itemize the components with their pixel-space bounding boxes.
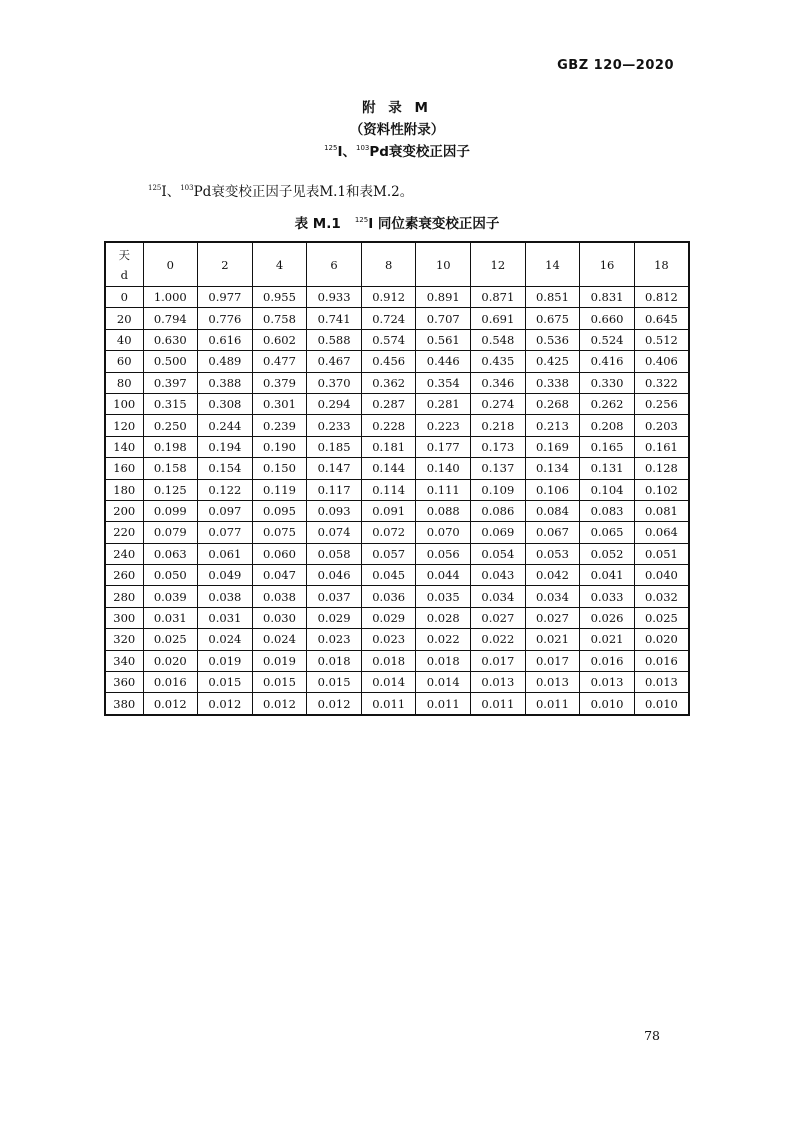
- table-cell: 0.158: [143, 458, 198, 479]
- table-header-row: [105, 242, 689, 287]
- caption-prefix: 表 M.1: [294, 216, 341, 232]
- table-cell: 0.134: [525, 458, 580, 479]
- row-day-cell: 260: [105, 565, 143, 586]
- table-cell: 0.354: [416, 372, 471, 393]
- table-cell: 0.021: [580, 629, 635, 650]
- table-cell: 0.018: [416, 650, 471, 671]
- table-cell: 0.776: [198, 308, 253, 329]
- table-cell: 0.017: [525, 650, 580, 671]
- table-cell: 0.051: [634, 543, 689, 564]
- table-cell: 0.011: [525, 693, 580, 715]
- table-cell: 0.250: [143, 415, 198, 436]
- table-cell: 0.256: [634, 393, 689, 414]
- heading-rest: Pd衰变校正因子: [369, 144, 470, 160]
- table-cell: 0.084: [525, 500, 580, 521]
- table-cell: 0.069: [471, 522, 526, 543]
- table-row: [105, 415, 689, 436]
- table-cell: 0.416: [580, 351, 635, 372]
- table-cell: 0.561: [416, 329, 471, 350]
- row-day-cell: 220: [105, 522, 143, 543]
- table-cell: 0.181: [361, 436, 416, 457]
- table-row: [105, 308, 689, 329]
- table-cell: 0.122: [198, 479, 253, 500]
- table-cell: 0.086: [471, 500, 526, 521]
- table-cell: 0.025: [634, 607, 689, 628]
- column-header: 6: [307, 242, 362, 287]
- table-cell: 0.075: [252, 522, 307, 543]
- table-cell: 0.081: [634, 500, 689, 521]
- intro-paragraph: [148, 180, 413, 200]
- table-cell: 0.102: [634, 479, 689, 500]
- table-cell: 0.203: [634, 415, 689, 436]
- row-day-cell: 200: [105, 500, 143, 521]
- row-day-cell: 380: [105, 693, 143, 715]
- table-row: [105, 372, 689, 393]
- column-header: 0: [143, 242, 198, 287]
- table-cell: 0.467: [307, 351, 362, 372]
- table-cell: 0.074: [307, 522, 362, 543]
- table-cell: 0.042: [525, 565, 580, 586]
- table-cell: 0.456: [361, 351, 416, 372]
- table-cell: 0.144: [361, 458, 416, 479]
- table-cell: 0.019: [252, 650, 307, 671]
- corner-day-label: 天: [118, 247, 130, 262]
- table-cell: 0.185: [307, 436, 362, 457]
- row-day-cell: 340: [105, 650, 143, 671]
- table-caption: [0, 212, 794, 232]
- table-cell: 0.794: [143, 308, 198, 329]
- table-cell: 0.077: [198, 522, 253, 543]
- column-header: 4: [252, 242, 307, 287]
- table-cell: 0.011: [361, 693, 416, 715]
- table-cell: 0.114: [361, 479, 416, 500]
- table-row: [105, 522, 689, 543]
- table-row: [105, 351, 689, 372]
- table-row: [105, 458, 689, 479]
- table-cell: 0.871: [471, 287, 526, 308]
- table-cell: 0.035: [416, 586, 471, 607]
- table-cell: 0.177: [416, 436, 471, 457]
- table-cell: 0.630: [143, 329, 198, 350]
- heading-superscript-1: 125: [324, 144, 338, 152]
- table-cell: 0.213: [525, 415, 580, 436]
- table-cell: 0.083: [580, 500, 635, 521]
- table-cell: 0.194: [198, 436, 253, 457]
- column-header: 14: [525, 242, 580, 287]
- table-cell: 0.294: [307, 393, 362, 414]
- table-cell: 0.011: [471, 693, 526, 715]
- table-cell: 0.049: [198, 565, 253, 586]
- table-cell: 0.052: [580, 543, 635, 564]
- table-cell: 0.019: [198, 650, 253, 671]
- table-cell: 0.067: [525, 522, 580, 543]
- table-cell: 0.512: [634, 329, 689, 350]
- table-cell: 0.021: [525, 629, 580, 650]
- table-cell: 1.000: [143, 287, 198, 308]
- table-cell: 0.022: [471, 629, 526, 650]
- table-cell: 0.489: [198, 351, 253, 372]
- table-cell: 0.034: [471, 586, 526, 607]
- table-row: [105, 479, 689, 500]
- intro-superscript-1: 125: [148, 184, 162, 192]
- table-cell: 0.038: [252, 586, 307, 607]
- table-cell: 0.315: [143, 393, 198, 414]
- heading-superscript-2: 103: [355, 144, 370, 152]
- table-body: [105, 287, 689, 715]
- row-day-cell: 40: [105, 329, 143, 350]
- table-cell: 0.063: [143, 543, 198, 564]
- table-cell: 0.023: [361, 629, 416, 650]
- table-cell: 0.029: [361, 607, 416, 628]
- row-day-cell: 320: [105, 629, 143, 650]
- table-cell: 0.724: [361, 308, 416, 329]
- table-cell: 0.691: [471, 308, 526, 329]
- table-cell: 0.150: [252, 458, 307, 479]
- table-cell: 0.014: [416, 672, 471, 693]
- table-cell: 0.013: [525, 672, 580, 693]
- row-day-cell: 140: [105, 436, 143, 457]
- corner-header-cell: [105, 242, 143, 287]
- row-day-cell: 20: [105, 308, 143, 329]
- table-cell: 0.268: [525, 393, 580, 414]
- table-cell: 0.012: [252, 693, 307, 715]
- table-cell: 0.025: [143, 629, 198, 650]
- table-row: [105, 607, 689, 628]
- table-cell: 0.379: [252, 372, 307, 393]
- table-cell: 0.933: [307, 287, 362, 308]
- table-cell: 0.109: [471, 479, 526, 500]
- table-cell: 0.446: [416, 351, 471, 372]
- table-cell: 0.013: [634, 672, 689, 693]
- table-cell: 0.038: [198, 586, 253, 607]
- table-cell: 0.223: [416, 415, 471, 436]
- table-cell: 0.032: [634, 586, 689, 607]
- table-cell: 0.301: [252, 393, 307, 414]
- table-cell: 0.016: [143, 672, 198, 693]
- table-cell: 0.548: [471, 329, 526, 350]
- table-cell: 0.024: [252, 629, 307, 650]
- table-cell: 0.047: [252, 565, 307, 586]
- table-cell: 0.308: [198, 393, 253, 414]
- table-row: [105, 650, 689, 671]
- table-cell: 0.173: [471, 436, 526, 457]
- table-cell: 0.030: [252, 607, 307, 628]
- table-cell: 0.388: [198, 372, 253, 393]
- table-cell: 0.026: [580, 607, 635, 628]
- table-cell: 0.022: [416, 629, 471, 650]
- table-cell: 0.274: [471, 393, 526, 414]
- table-row: [105, 672, 689, 693]
- column-header: 2: [198, 242, 253, 287]
- table-cell: 0.043: [471, 565, 526, 586]
- table-cell: 0.029: [307, 607, 362, 628]
- table-cell: 0.039: [143, 586, 198, 607]
- table-cell: 0.070: [416, 522, 471, 543]
- table-cell: 0.262: [580, 393, 635, 414]
- table-cell: 0.128: [634, 458, 689, 479]
- row-day-cell: 280: [105, 586, 143, 607]
- table-cell: 0.244: [198, 415, 253, 436]
- table-cell: 0.027: [525, 607, 580, 628]
- table-cell: 0.287: [361, 393, 416, 414]
- table-cell: 0.119: [252, 479, 307, 500]
- table-cell: 0.147: [307, 458, 362, 479]
- table-cell: 0.046: [307, 565, 362, 586]
- table-cell: 0.977: [198, 287, 253, 308]
- caption-superscript: 125: [354, 216, 369, 224]
- table-cell: 0.812: [634, 287, 689, 308]
- table-cell: 0.190: [252, 436, 307, 457]
- table-cell: 0.500: [143, 351, 198, 372]
- table-row: [105, 586, 689, 607]
- table-row: [105, 287, 689, 308]
- table-cell: 0.031: [143, 607, 198, 628]
- table-cell: 0.037: [307, 586, 362, 607]
- table-cell: 0.010: [580, 693, 635, 715]
- table-cell: 0.233: [307, 415, 362, 436]
- table-cell: 0.707: [416, 308, 471, 329]
- column-header: 8: [361, 242, 416, 287]
- table-cell: 0.088: [416, 500, 471, 521]
- table-cell: 0.034: [525, 586, 580, 607]
- appendix-heading: [0, 140, 794, 160]
- table-cell: 0.013: [471, 672, 526, 693]
- table-row: [105, 393, 689, 414]
- table-cell: 0.117: [307, 479, 362, 500]
- table-cell: 0.054: [471, 543, 526, 564]
- table-row: [105, 436, 689, 457]
- table-row: [105, 629, 689, 650]
- table-cell: 0.616: [198, 329, 253, 350]
- column-header: 10: [416, 242, 471, 287]
- table-cell: 0.015: [198, 672, 253, 693]
- table-cell: 0.058: [307, 543, 362, 564]
- table-cell: 0.040: [634, 565, 689, 586]
- table-cell: 0.536: [525, 329, 580, 350]
- table-row: [105, 565, 689, 586]
- table-cell: 0.041: [580, 565, 635, 586]
- page-number: 78: [644, 1028, 660, 1043]
- table-cell: 0.435: [471, 351, 526, 372]
- table-cell: 0.020: [634, 629, 689, 650]
- table-cell: 0.064: [634, 522, 689, 543]
- intro-middle: I、: [161, 184, 181, 200]
- table-cell: 0.013: [580, 672, 635, 693]
- table-cell: 0.079: [143, 522, 198, 543]
- table-cell: 0.912: [361, 287, 416, 308]
- table-cell: 0.012: [198, 693, 253, 715]
- table-cell: 0.165: [580, 436, 635, 457]
- table-cell: 0.169: [525, 436, 580, 457]
- table-cell: 0.097: [198, 500, 253, 521]
- row-day-cell: 300: [105, 607, 143, 628]
- appendix-title: 附 录 M: [362, 100, 432, 116]
- table-cell: 0.406: [634, 351, 689, 372]
- table-cell: 0.741: [307, 308, 362, 329]
- table-row: [105, 500, 689, 521]
- table-cell: 0.891: [416, 287, 471, 308]
- table-cell: 0.091: [361, 500, 416, 521]
- standard-code: GBZ 120—2020: [557, 58, 674, 73]
- column-header: 16: [580, 242, 635, 287]
- table-cell: 0.072: [361, 522, 416, 543]
- table-cell: 0.131: [580, 458, 635, 479]
- decay-correction-table: [104, 241, 690, 716]
- table-cell: 0.370: [307, 372, 362, 393]
- table-cell: 0.218: [471, 415, 526, 436]
- table-cell: 0.602: [252, 329, 307, 350]
- table-cell: 0.588: [307, 329, 362, 350]
- table-cell: 0.015: [307, 672, 362, 693]
- table-cell: 0.016: [580, 650, 635, 671]
- table-cell: 0.106: [525, 479, 580, 500]
- row-day-cell: 0: [105, 287, 143, 308]
- table-cell: 0.065: [580, 522, 635, 543]
- table-cell: 0.017: [471, 650, 526, 671]
- row-day-cell: 100: [105, 393, 143, 414]
- table-cell: 0.095: [252, 500, 307, 521]
- table-cell: 0.020: [143, 650, 198, 671]
- table-cell: 0.050: [143, 565, 198, 586]
- table-cell: 0.239: [252, 415, 307, 436]
- row-day-cell: 160: [105, 458, 143, 479]
- table-cell: 0.338: [525, 372, 580, 393]
- table-cell: 0.014: [361, 672, 416, 693]
- heading-middle: I、: [337, 144, 356, 160]
- appendix-subtitle: （资料性附录）: [349, 122, 445, 138]
- row-day-cell: 60: [105, 351, 143, 372]
- table-cell: 0.044: [416, 565, 471, 586]
- table-cell: 0.015: [252, 672, 307, 693]
- table-cell: 0.045: [361, 565, 416, 586]
- table-cell: 0.012: [143, 693, 198, 715]
- table-cell: 0.023: [307, 629, 362, 650]
- intro-superscript-2: 103: [180, 184, 194, 192]
- table-cell: 0.675: [525, 308, 580, 329]
- table-cell: 0.031: [198, 607, 253, 628]
- table-cell: 0.016: [634, 650, 689, 671]
- table-cell: 0.154: [198, 458, 253, 479]
- table-cell: 0.010: [634, 693, 689, 715]
- row-day-cell: 120: [105, 415, 143, 436]
- caption-rest: I 同位素衰变校正因子: [368, 216, 500, 232]
- table-cell: 0.346: [471, 372, 526, 393]
- column-header: 18: [634, 242, 689, 287]
- table-cell: 0.425: [525, 351, 580, 372]
- table-cell: 0.524: [580, 329, 635, 350]
- column-header: 12: [471, 242, 526, 287]
- table-cell: 0.660: [580, 308, 635, 329]
- table-cell: 0.281: [416, 393, 471, 414]
- table-cell: 0.056: [416, 543, 471, 564]
- table-cell: 0.018: [307, 650, 362, 671]
- table-cell: 0.198: [143, 436, 198, 457]
- table-cell: 0.104: [580, 479, 635, 500]
- table-cell: 0.033: [580, 586, 635, 607]
- table-cell: 0.851: [525, 287, 580, 308]
- table-cell: 0.111: [416, 479, 471, 500]
- table-cell: 0.024: [198, 629, 253, 650]
- table-cell: 0.057: [361, 543, 416, 564]
- intro-rest: Pd衰变校正因子见表M.1和表M.2。: [193, 184, 414, 200]
- table-cell: 0.060: [252, 543, 307, 564]
- table-cell: 0.574: [361, 329, 416, 350]
- table-cell: 0.011: [416, 693, 471, 715]
- table-cell: 0.027: [471, 607, 526, 628]
- table-cell: 0.758: [252, 308, 307, 329]
- row-day-cell: 180: [105, 479, 143, 500]
- table-cell: 0.477: [252, 351, 307, 372]
- table-row: [105, 543, 689, 564]
- table-cell: 0.018: [361, 650, 416, 671]
- table-cell: 0.053: [525, 543, 580, 564]
- table-cell: 0.645: [634, 308, 689, 329]
- table-cell: 0.140: [416, 458, 471, 479]
- table-cell: 0.330: [580, 372, 635, 393]
- row-day-cell: 80: [105, 372, 143, 393]
- table-cell: 0.061: [198, 543, 253, 564]
- table-cell: 0.093: [307, 500, 362, 521]
- table-cell: 0.228: [361, 415, 416, 436]
- table-cell: 0.397: [143, 372, 198, 393]
- table-cell: 0.036: [361, 586, 416, 607]
- row-day-cell: 360: [105, 672, 143, 693]
- table-row: [105, 329, 689, 350]
- table-cell: 0.137: [471, 458, 526, 479]
- table-cell: 0.125: [143, 479, 198, 500]
- table-cell: 0.955: [252, 287, 307, 308]
- corner-unit-label: d: [120, 267, 128, 282]
- table-cell: 0.161: [634, 436, 689, 457]
- table-cell: 0.028: [416, 607, 471, 628]
- table-cell: 0.831: [580, 287, 635, 308]
- table-row: [105, 693, 689, 715]
- table-cell: 0.012: [307, 693, 362, 715]
- row-day-cell: 240: [105, 543, 143, 564]
- table-cell: 0.099: [143, 500, 198, 521]
- table-cell: 0.208: [580, 415, 635, 436]
- table-cell: 0.362: [361, 372, 416, 393]
- table-cell: 0.322: [634, 372, 689, 393]
